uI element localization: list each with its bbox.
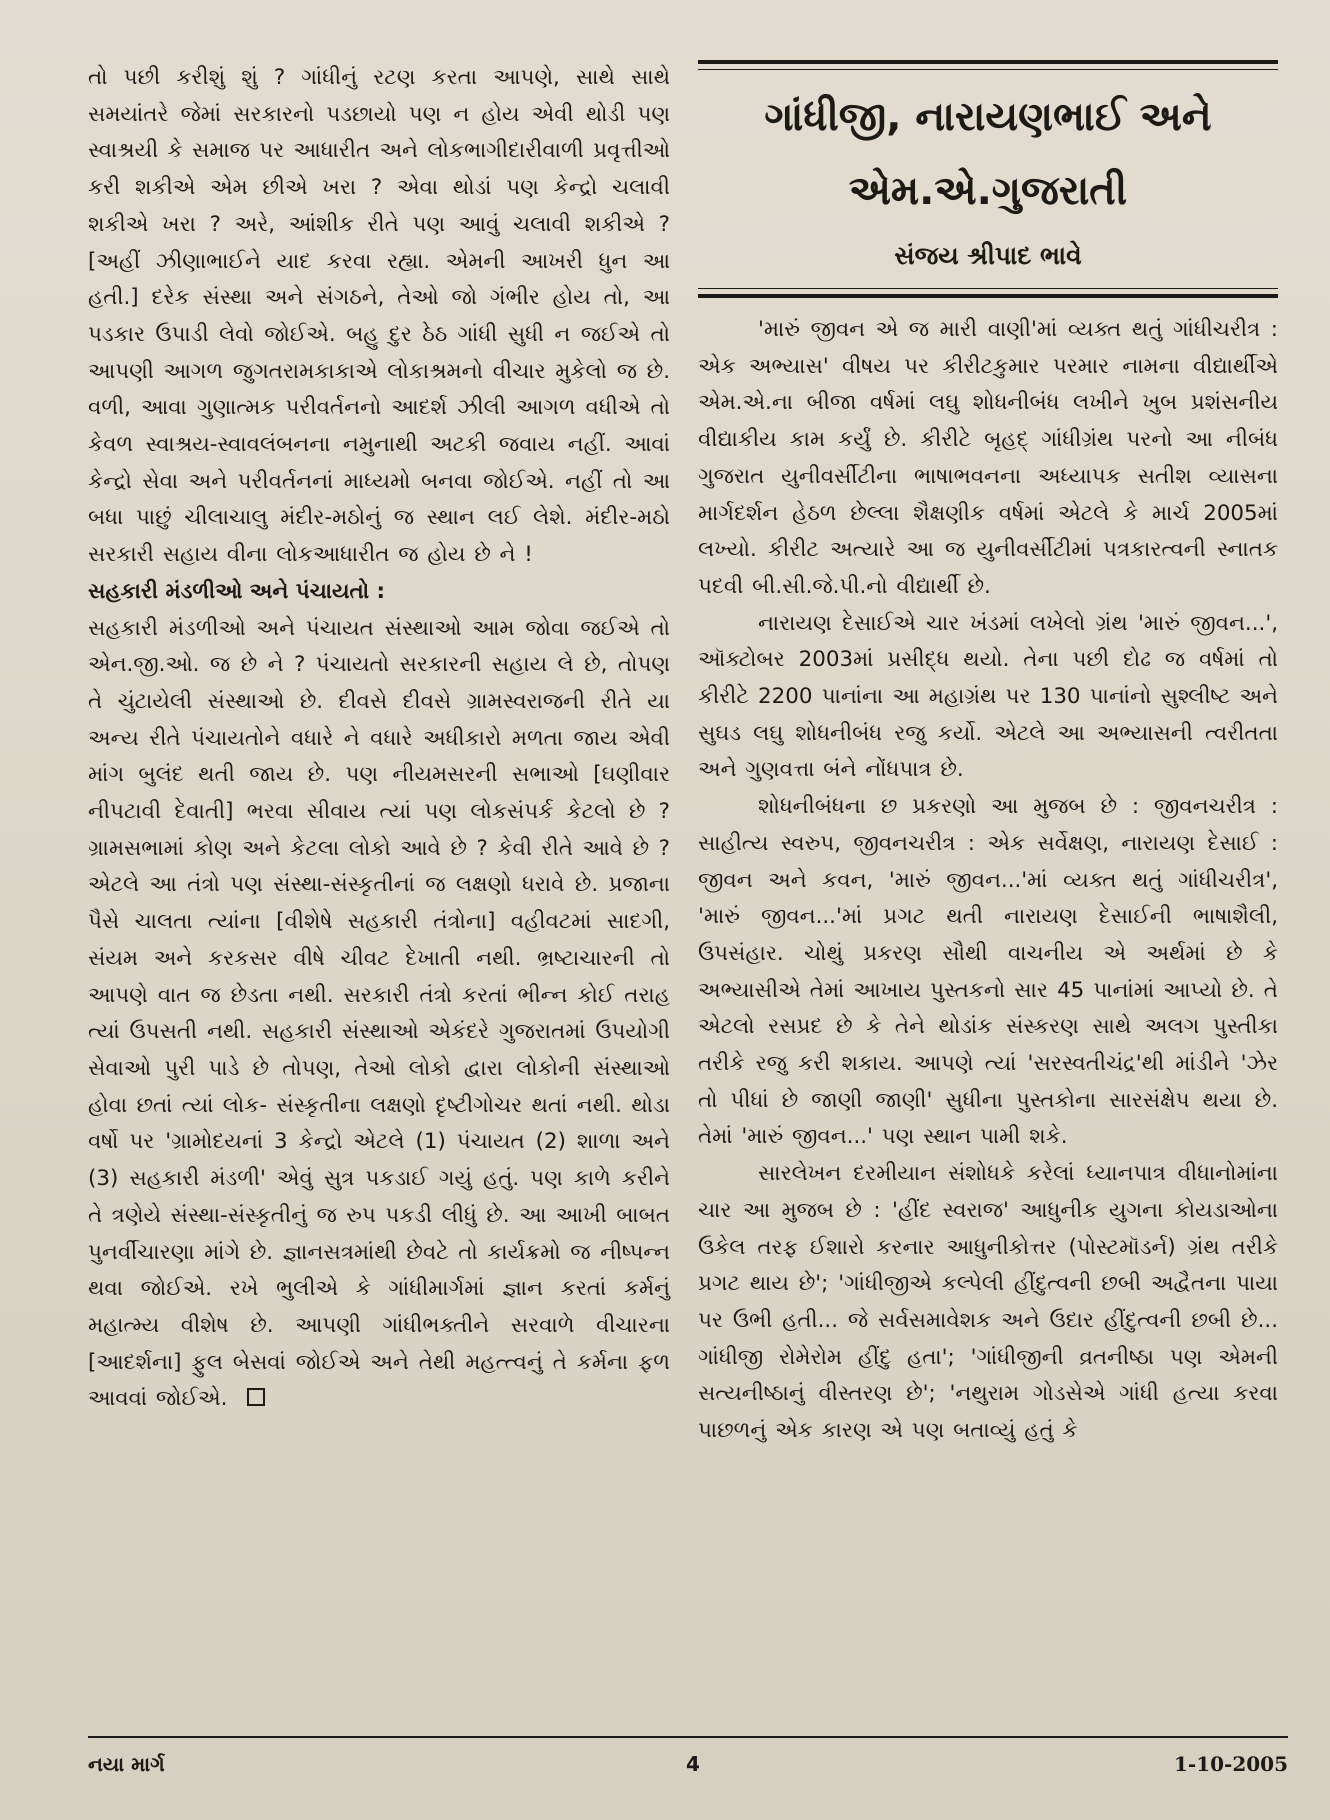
left-column: [88, 60, 670, 1418]
left-paragraph-2-text: સહકારી મંડળીઓ અને પંચાયત સંસ્થાઓ આમ જોવા જઈએ તો એન.જી.ઓ. જ છે ને ? પંચાયતો સરકારની સહાય લે છે, તોપણ તે ચુંટાયેલી સંસ્થાઓ છે. દીવસે દીવસે ગ્રામસ્વરાજની રીતે યા અન્ય રીતે પંચાયતોને વધારે ને વધારે અધીકારો મળતા જાય એવી માંગ બુલંદ થતી જાય છે. પણ નીયમસરની સભાઓ [ઘણીવાર નીપટાવી દેવાતી] ભરવા સીવાય ત્યાં પણ લોકસંપર્ક કેટલો છે ? ગ્રામસભામાં કોણ અને કેટલા લોકો આવે છે ? કેવી રીતે આવે છે ? એટલે આ તંત્રો પણ સંસ્થા-સંસ્કૃતીનાં જ લક્ષણો ધરાવે છે. પ્રજાના પૈસે ચાલતા ત્યાંના [વીશેષે સહકારી તંત્રોના] વહીવટમાં સાદગી, સંયમ અને કરકસર વીષે ચીવટ દેખાતી નથી. ભ્રષ્ટાચારની તો આપણે વાત જ છેડતા નથી. સરકારી તંત્રો કરતાં ભીન્ન કોઈ તરાહ ત્યાં ઉપસતી નથી. સહકારી સંસ્થાઓ એકંદરે ગુજરાતમાં ઉપયોગી સેવાઓ પુરી પાડે છે તોપણ, તેઓ લોકો દ્વારા લોકોની સંસ્થાઓ હોવા છતાં ત્યાં લોક- સંસ્કૃતીના લક્ષણો દૃષ્ટીગોચર થતાં નથી. થોડા વર્ષો પર 'ગ્રામોદયનાં 3 કેન્દ્રો એટલે (1) પંચાયત (2) શાળા અને (3) સહકારી મંડળી' એવું સુત્ર પકડાઈ ગયું હતું. પણ કાળે કરીને તે ત્રણેયે સંસ્થા-સંસ્કૃતીનું જ રુપ પકડી લીધું છે. આ આખી બાબત પુનર્વીચારણા માંગે છે. જ્ઞાનસત્રમાંથી છેવટે તો કાર્યક્રમો જ નીષ્પન્ન થવા જોઈએ. રખે ભુલીએ કે ગાંધીમાર્ગમાં જ્ઞાન કરતાં કર્મનું મહાત્મ્ય વીશેષ છે. આપણી ગાંધીભક્તીને સરવાળે વીચારના [આદર્શના] ફુલ બેસવાં જોઈએ અને તેથી મહત્ત્વનું તે કર્મના ફળ આવવાં જોઈએ.: [88, 615, 670, 1412]
page-number: 4: [686, 1752, 700, 1776]
left-paragraph-1: તો પછી કરીશું શું ? ગાંધીનું રટણ કરતા આપણે, સાથે સાથે સમયાંતરે જેમાં સરકારનો પડછાયો પણ ન હોય એવી થોડી પણ સ્વાશ્રયી કે સમાજ પર આધારીત અને લોકભાગીદારીવાળી પ્રવૃત્તીઓ કરી શકીએ એમ છીએ ખરા ? એવા થોડાં પણ કેન્દ્રો ચલાવી શકીએ ખરા ? અરે, આંશીક રીતે પણ આવું ચલાવી શકીએ ? [અહીં ઝીણાભાઈને યાદ કરવા રહ્યા. એમની આખરી ધુન આ હતી.] દરેક સંસ્થા અને સંગઠને, તેઓ જો ગંભીર હોય તો, આ પડકાર ઉપાડી લેવો જોઈએ. બહુ દુર ઠેઠ ગાંધી સુધી ન જઈએ તો આપણી આગળ જુગતરામકાકાએ લોકાશ્રમનો વીચાર મુકેલો જ છે. વળી, આવા ગુણાત્મક પરીવર્તનનો આદર્શ ઝીલી આગળ વધીએ તો કેવળ સ્વાશ્રય-સ્વાવલંબનના નમુનાથી અટકી જવાય નહીં. આવાં કેન્દ્રો સેવા અને પરીવર્તનનાં માધ્યમો બનવા જોઈએ. નહીં તો આ બધા પાછું ચીલાચાલુ મંદીર-મઠોનું જ સ્થાન લઈ લેશે. મંદીર-મઠો સરકારી સહાય વીના લોકઆધારીત જ હોય છે ને !: [88, 65, 670, 568]
section-subheading: સહકારી મંડળીઓ અને પંચાયતો :: [88, 578, 386, 604]
right-paragraph-1: 'મારું જીવન એ જ મારી વાણી'માં વ્યક્ત થતું ગાંધીચરીત્ર : એક અભ્યાસ' વીષય પર કીરીટકુમાર પરમાર નામના વીદ્યાર્થીએ એમ.એ.ના બીજા વર્ષમાં લઘુ શોધનીબંધ લખીને ખુબ પ્રશંસનીય વીદ્યાકીય કામ કર્યું છે. કીરીટે બૃહદ્ ગાંધીગ્રંથ પરનો આ નીબંધ ગુજરાત યુનીવર્સીટીના ભાષાભવનના અધ્યાપક સતીશ વ્યાસના માર્ગદર્શન હેઠળ છેલ્લા શૈક્ષણીક વર્ષમાં એટલે કે માર્ચ 2005માં લખ્યો. કીરીટ અત્યારે આ જ યુનીવર્સીટીમાં પત્રકારત્વની સ્નાતક પદવી બી.સી.જે.પી.નો વીદ્યાર્થી છે.: [698, 317, 1278, 599]
right-paragraph-3: શોધનીબંધના છ પ્રકરણો આ મુજબ છે : જીવનચરીત્ર : સાહીત્ય સ્વરુપ, જીવનચરીત્ર : એક સર્વેક્ષણ, નારાયણ દેસાઈ : જીવન અને કવન, 'મારું જીવન...'માં વ્યક્ત થતું ગાંધીચરીત્ર', 'મારું જીવન...'માં પ્રગટ થતી નારાયણ દેસાઈની ભાષાશૈલી, ઉપસંહાર. ચોથું પ્રકરણ સૌથી વાચનીય એ અર્થમાં છે કે અભ્યાસીએ તેમાં આખાય પુસ્તકનો સાર 45 પાનાંમાં આપ્યો છે. તે એટલો રસપ્રદ છે કે તેને થોડાંક સંસ્કરણ સાથે અલગ પુસ્તીકા તરીકે રજુ કરી શકાય. આપણે ત્યાં 'સરસ્વતીચંદ્ર'થી માંડીને 'ઝેર તો પીધાં છે જાણી જાણી' સુધીના પુસ્તકોના સારસંક્ષેપ થયા છે. તેમાં 'મારું જીવન...' પણ સ્થાન પામી શકે.: [698, 794, 1278, 1150]
right-paragraph-4: સારલેખન દરમીયાન સંશોધકે કરેલાં ધ્યાનપાત્ર વીધાનોમાંના ચાર આ મુજબ છે : 'હીંદ સ્વરાજ' આધુનીક યુગના કોયડાઓના ઉકેલ તરફ ઈશારો કરનાર આધુનીકોત્તર (પોસ્ટમૉડર્ન) ગ્રંથ તરીકે પ્રગટ થાય છે'; 'ગાંધીજીએ કલ્પેલી હીંદુત્વની છબી અદ્વૈતના પાયા પર ઉભી હતી... જે સર્વસમાવેશક અને ઉદાર હીંદુત્વની છબી છે... ગાંધીજી રોમેરોમ હીંદુ હતા'; 'ગાંધીજીની વ્રતનીષ્ઠા પણ એમની સત્યનીષ્ઠાનું વીસ્તરણ છે'; 'નથુરામ ગોડસેએ ગાંધી હત્યા કરવા પાછળનું એક કારણ એ પણ બતાવ્યું હતું કે: [698, 1161, 1278, 1444]
article-header: [698, 60, 1278, 298]
article-author: સંજય શ્રીપાદ ભાવે: [894, 241, 1082, 270]
page-footer: [88, 1736, 1288, 1776]
publication-name: નયા માર્ગ: [88, 1752, 165, 1776]
end-mark-icon: [247, 1388, 265, 1406]
right-column: [698, 60, 1278, 1450]
article-title: ગાંધીજી, નારાયણભાઈ અને એમ.એ.ગુજરાતી: [764, 94, 1212, 214]
left-paragraph-2: [88, 611, 670, 1418]
right-paragraph-2: નારાયણ દેસાઈએ ચાર ખંડમાં લખેલો ગ્રંથ 'મારું જીવન...', ઑક્ટોબર 2003માં પ્રસીદ્ધ થયો. તેના પછી દોઢ જ વર્ષમાં તો કીરીટે 2200 પાનાંના આ મહાગ્રંથ પર 130 પાનાંનો સુશ્લીષ્ટ અને સુઘડ લઘુ શોધનીબંધ રજુ કર્યો. એટલે આ અભ્યાસની ત્વરીતતા અને ગુણવત્તા બંને નોંધપાત્ર છે.: [698, 610, 1278, 783]
issue-date: 1-10-2005: [1173, 1752, 1288, 1776]
